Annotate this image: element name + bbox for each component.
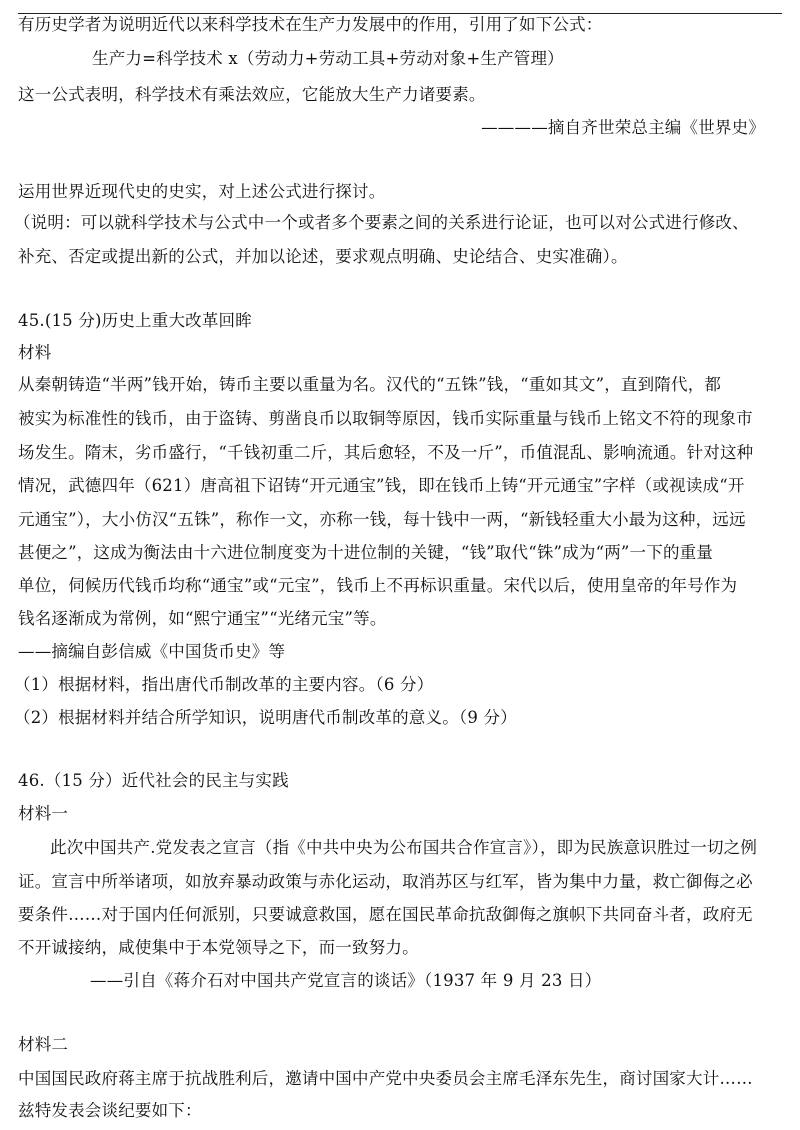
s45-material-line-6: 甚便之”，这成为衡法由十六进位制度变为十进位制的关键，“钱”取代“铢”成为“两”一下的重量: [18, 543, 714, 562]
s45-heading: 45.(15 分)历史上重大改革回眸: [18, 311, 252, 330]
s45-material-line-2: 被实为标准性的钱币，由于盗铸、剪凿良币以取铜等原因，钱币实际重量与钱币上铭文不符的现象市: [18, 409, 753, 428]
s45-question-2: （2）根据材料并结合所学知识，说明唐代币制改革的意义。（9 分）: [14, 708, 517, 727]
s44-source: ————摘自齐世荣总主编《世界史》: [481, 118, 765, 137]
s46-material1-source: ——引自《蒋介石对中国共产党宣言的谈话》（1937 年 9 月 23 日）: [90, 971, 602, 990]
s44-intro: 有历史学者为说明近代以来科学技术在生产力发展中的作用，引用了如下公式：: [18, 15, 603, 34]
s45-material-label: 材料: [18, 343, 52, 362]
s46-material1-line-1: 此次中国共产.党发表之宣言（指《中共中央为公布国共合作宣言》），即为民族意识胜过一切之例: [50, 838, 758, 857]
s46-material2-label: 材料二: [18, 1035, 69, 1054]
s46-heading: 46.（15 分）近代社会的民主与实践: [18, 771, 289, 790]
s45-material-line-8: 钱名逐渐成为常例，如“熙宁通宝”“光绪元宝”等。: [18, 609, 387, 628]
s45-material-line-5: 元通宝”），大小仿汉“五铢”，称作一文，亦称一钱，每十钱中一两，“新钱轻重大小最为这种，远远: [18, 510, 746, 529]
s45-material-line-4: 情况，武德四年（621）唐高祖下诏铸“开元通宝”钱，即在钱币上铸“开元通宝”字样（或视读成“开: [18, 476, 745, 495]
s45-question-1: （1）根据材料，指出唐代币制改革的主要内容。（6 分）: [14, 675, 434, 694]
s46-material2-line-2: 兹特发表会谈纪要如下：: [18, 1101, 202, 1120]
s44-meaning: 这一公式表明，科学技术有乘法效应，它能放大生产力诸要素。: [18, 85, 486, 104]
s46-material1-line-3: 要条件……对于国内任何派别，只要诚意救国，愿在国民革命抗敌御侮之旗帜下共同奋斗者，政府无: [18, 905, 753, 924]
s45-material-line-7: 单位，伺候历代钱币均称“通宝”或“元宝”，钱币上不再标识重量。宋代以后，使用皇帝的年号作为: [18, 576, 738, 595]
s46-material1-label: 材料一: [18, 804, 69, 823]
s45-source: ——摘编自彭信威《中国货币史》等: [18, 642, 286, 661]
s46-material2-line-1: 中国国民政府蒋主席于抗战胜利后，邀请中国中产党中央委员会主席毛泽东先生，商讨国家大计……: [18, 1069, 753, 1088]
s44-note-line1: （说明：可以就科学技术与公式中一个或者多个要素之间的关系进行论证，也可以对公式进行修改、: [14, 213, 749, 232]
s45-material-line-3: 场发生。隋末，劣币盛行，“千钱初重二斤，其后愈轻，不及一斤”，币值混乱、影响流通。针对这种: [18, 443, 754, 462]
s45-material-line-1: 从秦朝铸造“半两”钱开始，铸币主要以重量为名。汉代的“五铢”钱，“重如其文”，直到隋代，都: [18, 375, 722, 394]
s44-formula: 生产力=科学技术 x（劳动力+劳动工具+劳动对象+生产管理）: [92, 49, 564, 68]
s46-material1-line-2: 证。宣言中所举诸项，如放弃暴动政策与赤化运动，取消苏区与红军，皆为集中力量，救亡御侮之必: [18, 872, 753, 891]
s44-note-line2: 补充、否定或提出新的公式，并加以论述，要求观点明确、史论结合、史实准确）。: [18, 247, 628, 266]
s44-task: 运用世界近现代史的史实，对上述公式进行探讨。: [18, 182, 386, 201]
s46-material1-line-4: 不开诚接纳，咸使集中于本党领导之下，而一致努力。: [18, 938, 419, 957]
